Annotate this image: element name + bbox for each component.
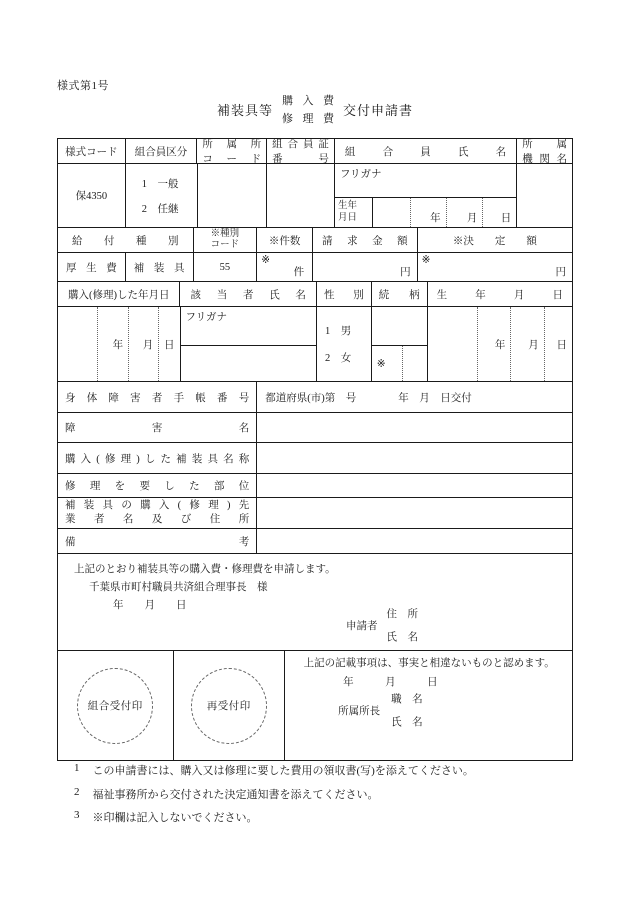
- member-header-row: [58, 139, 572, 164]
- certification-date: 年 月 日: [343, 677, 438, 689]
- relation-code-area: [372, 346, 427, 381]
- member-content-row: [58, 164, 572, 228]
- declaration-line1: 上記のとおり補装具等の購入費・修理費を申請します。: [74, 564, 336, 575]
- target-name-cell: [181, 307, 317, 381]
- disability-label: 障害名: [58, 413, 257, 442]
- member-card-cell: [267, 164, 335, 227]
- title-purchase-fee: 購入費: [282, 95, 334, 107]
- footnote-text: この申請書には、購入又は修理に要した費用の領収書(写)を添えてください。: [92, 765, 474, 777]
- expense-type-cell: 厚生費: [58, 253, 126, 281]
- footnotes: [74, 762, 474, 833]
- sex-cell: [317, 307, 372, 381]
- certification-statement: 上記の記載事項は、事実と相違ないものと認めます。: [303, 658, 555, 669]
- member-card-header: 組合員証 番号: [267, 139, 335, 163]
- org-name-cell: [517, 164, 572, 227]
- decided-unit: 円: [555, 267, 566, 278]
- vendor-row: [58, 498, 572, 529]
- union-stamp-cell: [58, 651, 174, 760]
- remarks-row: [58, 529, 572, 554]
- office-code-cell: [198, 164, 268, 227]
- count-reference-mark: ※: [261, 255, 271, 266]
- target-name-header: 該当者氏名: [180, 282, 316, 306]
- decided-amount-cell: [418, 253, 572, 281]
- footnote-number: 1: [74, 762, 80, 774]
- sex-option-male: 1 男: [324, 326, 352, 337]
- declaration-addressee: 千葉県市町村職員共済組合理事長 様: [89, 582, 268, 593]
- member-name-cell: [335, 164, 517, 227]
- claim-unit: 円: [400, 267, 411, 278]
- footnote-number: 2: [74, 785, 80, 798]
- benefit-header-row: [58, 228, 572, 253]
- repair-part-row: [58, 474, 572, 498]
- footnote-1: [74, 762, 474, 778]
- device-name-value: [257, 443, 572, 473]
- benefit-type-header: 給付種別: [58, 228, 194, 252]
- relation-header: 続柄: [372, 282, 428, 306]
- handbook-label: 身体障害者手帳番号: [58, 382, 257, 412]
- disability-row: [58, 413, 572, 443]
- count-unit: 件: [293, 267, 305, 278]
- decided-amount-header: ※決 定 額: [452, 235, 537, 247]
- purchase-date-header: 購入(修理)した年月日: [58, 282, 180, 306]
- class-option-voluntary: 2 任継: [141, 203, 179, 215]
- stamp-row: [58, 651, 572, 760]
- title-suffix: 交付申請書: [343, 102, 414, 118]
- form-code-header: 様式コード: [58, 139, 126, 163]
- remarks-value: [257, 529, 572, 553]
- birthdate-label: 生年 月日: [335, 198, 373, 227]
- handbook-value: 都道府県(市)第 号 年 月 日交付: [265, 392, 472, 404]
- class-option-general: 1 一般: [141, 178, 179, 190]
- footnote-number: 3: [74, 809, 80, 821]
- benefit-data-row: [58, 253, 572, 282]
- target-furigana-cell: フリガナ: [181, 307, 316, 346]
- member-name-header: 組合員氏名: [335, 139, 517, 163]
- member-class-cell: [126, 164, 198, 227]
- member-birthdate-cell: [335, 198, 516, 227]
- form-code-cell: 保4350: [58, 164, 126, 227]
- type-code-header: ※種別 コード: [194, 228, 258, 252]
- member-class-header: 組合員区分: [126, 139, 198, 163]
- count-cell: [257, 253, 313, 281]
- re-stamp-cell: [174, 651, 286, 760]
- target-birth-header: 生年月日: [436, 289, 564, 301]
- decided-reference-mark: ※: [421, 255, 431, 266]
- declaration-date: 年 月 日: [113, 600, 187, 611]
- office-chief-block: [338, 691, 564, 729]
- claim-amount-cell: [313, 253, 418, 281]
- target-header-row: [58, 282, 572, 307]
- member-furigana-cell: フリガナ: [335, 164, 516, 198]
- relation-input-area: [372, 307, 427, 346]
- count-header: ※件数: [257, 228, 313, 252]
- purchase-date-cell: [58, 307, 181, 381]
- target-birth-fields: 年 月 日: [428, 307, 572, 381]
- relation-reference-mark: ※: [376, 358, 386, 370]
- applicant-label: 申請者: [346, 620, 378, 632]
- re-stamp-circle: 再受付印: [191, 668, 267, 744]
- sex-option-female: 2 女: [324, 353, 352, 364]
- title-prefix: 補装具等: [216, 102, 273, 118]
- handbook-row: [58, 382, 572, 413]
- footnote-text: ※印欄は記入しないでください。: [92, 812, 258, 824]
- relation-cell: [372, 307, 428, 381]
- claim-amount-header: 請求金額: [313, 228, 418, 252]
- target-data-row: [58, 307, 572, 382]
- union-stamp-circle: 組合受付印: [77, 668, 153, 744]
- application-form-table: [57, 138, 573, 761]
- target-birth-cell: [428, 307, 572, 381]
- office-chief-label: 所属所長: [338, 705, 381, 717]
- certification-cell: [285, 651, 572, 760]
- footnote-2: [74, 786, 474, 802]
- relation-dotted-divider: [402, 346, 403, 381]
- device-name-label: 購入(修理)した補装具名称: [58, 443, 257, 473]
- repair-part-label: 修理を要した部位: [58, 474, 257, 497]
- footnote-3: [74, 809, 474, 825]
- purchase-date-fields: 年 月 日: [58, 307, 180, 381]
- title-repair-fee: 修理費: [282, 113, 334, 125]
- office-code-header: 所属所 コード: [197, 139, 267, 163]
- footnote-text: 福祉事務所から交付された決定通知書を添えてください。: [92, 788, 379, 801]
- form-title: [0, 92, 630, 126]
- target-name-input-area: [181, 346, 316, 381]
- declaration-row: [58, 554, 572, 651]
- applicant-block: [346, 606, 418, 644]
- vendor-label: 補装具の購入(修理)先 業者名及び住所: [58, 498, 257, 528]
- applicant-name-label: 氏 名: [386, 632, 418, 643]
- remarks-label: 備考: [58, 529, 257, 553]
- declaration-cell: [58, 554, 572, 650]
- repair-part-value: [257, 474, 572, 497]
- disability-value: [257, 413, 572, 442]
- birthdate-fields: 年 月 日: [373, 198, 516, 227]
- sex-header: 性別: [317, 282, 372, 306]
- org-name-header: 所属 機関名: [522, 139, 567, 163]
- chief-title-label: 職 名: [391, 694, 423, 706]
- benefit-item-cell: 補装具: [126, 253, 194, 281]
- device-name-row: [58, 443, 572, 474]
- chief-name-label: 氏 名: [391, 717, 423, 729]
- form-number: 様式第1号: [57, 80, 109, 92]
- vendor-value: [257, 498, 572, 528]
- applicant-address-label: 住 所: [386, 609, 418, 620]
- title-fee-stack: [282, 92, 334, 126]
- type-code-cell: 55: [194, 253, 258, 281]
